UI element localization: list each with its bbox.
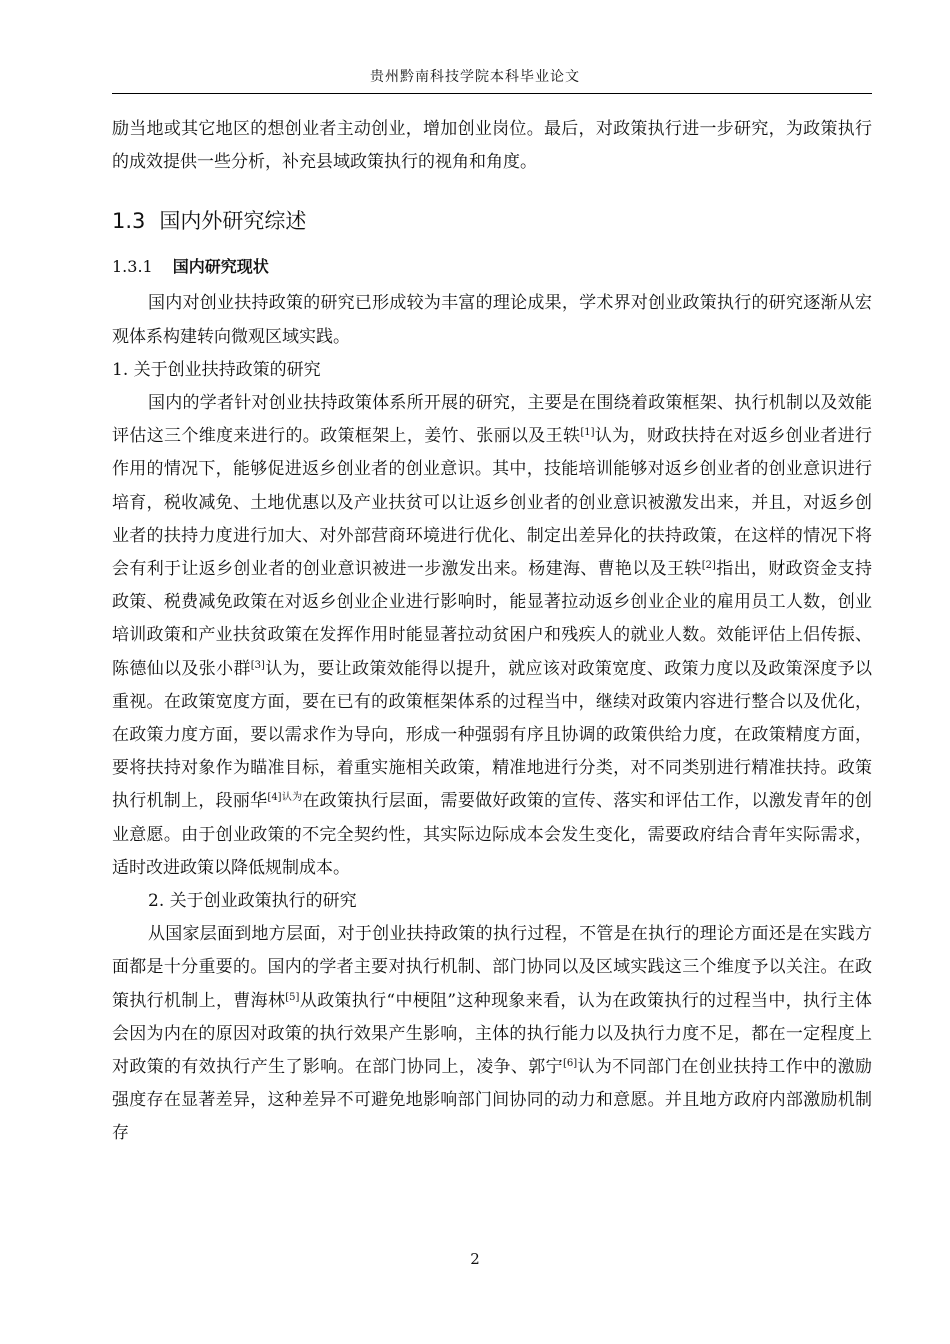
section-heading <box>112 201 872 241</box>
subsection-number: 1.3.1 <box>112 257 153 277</box>
citation-ref[interactable]: [6] <box>562 1058 578 1070</box>
text-segment: 在政策执行层面，需要做好政策的宣传、落实和评估工作，以激发青年的创业意愿。由于创业政策的不完全契约性，其实际边际成本会发生变化，需要政府结合青年实际需求，适时改进政策以降低规制成本。 <box>112 791 873 878</box>
citation-ref[interactable]: [2] <box>701 560 716 572</box>
paragraph-execution-research <box>112 918 872 1150</box>
paragraph-overview: 国内对创业扶持政策的研究已形成较为丰富的理论成果，学术界对创业政策执行的研究逐渐从宏观体系构建转向微观区域实践。 <box>112 293 872 347</box>
page-header: 贵州黔南科技学院本科毕业论文 <box>370 69 580 85</box>
text-segment: 认为不同部门在创业扶持工作中的激励强度存在显著差异，这种差异不可避免地影响部门间协同的动力和意愿。并且地方政府内部激励机制存 <box>112 1057 873 1144</box>
text-segment: 认为，财政扶持在对返乡创业者进行作用的情况下，能够促进返乡创业者的创业意识。其中，技能培训能够对返乡创业者的创业意识进行培育，税收减免、土地优惠以及产业扶贫可以让返乡创业者的创业意识被激发出来，并且，对返乡创业者的扶持力度进行加大、对外部营商环境进行优化、制定出差异化的扶持政策，在这样的情况下将会有利于让返乡创业者的创业意识被进一步激发出来。杨建海、曹艳以及王轶 <box>112 426 873 580</box>
section-title: 国内外研究综述 <box>159 209 307 234</box>
text-segment: 从国家层面到地方层面，对于创业扶持政策的执行过程，不管是在执行的理论方面还是在实践方面都是十分重要的。国内的学者主要对执行机制、部门协同以及区域实践这三个维度予以关注。在政策执行机制上，曹海林 <box>112 924 872 1011</box>
subsection-title: 国内研究现状 <box>172 257 269 277</box>
text-segment: 国内的学者针对创业扶持政策体系所开展的研究，主要是在围绕着政策框架、执行机制以及效能评估这三个维度来进行的。政策框架上，姜竹、张丽以及王轶 <box>112 393 872 447</box>
page-body <box>112 113 872 1151</box>
citation-ref[interactable]: [4]认为 <box>267 792 303 804</box>
section-number: 1.3 <box>112 209 146 234</box>
text-segment: 指出，财政资金支持政策、税费减免政策在对返乡创业企业进行影响时，能显著拉动返乡创业企业的雇用员工人数，创业培训政策和产业扶贫政策在发挥作用时能显著拉动贫困户和残疾人的就业人数。效能评估上侣传振、陈德仙以及张小群 <box>112 559 873 679</box>
paragraph-intro-continuation: 励当地或其它地区的想创业者主动创业，增加创业岗位。最后，对政策执行进一步研究，为政策执行的成效提供一些分析，补充县域政策执行的视角和角度。 <box>112 119 872 173</box>
citation-ref[interactable]: [5] <box>285 991 300 1003</box>
citation-ref[interactable]: [3] <box>250 659 265 671</box>
list-item-2: 2. 关于创业政策执行的研究 <box>148 891 357 912</box>
text-segment: 从政策执行“中梗阻”这种现象来看，认为在政策执行的过程当中，执行主体会因为内在的原因对政策的执行效果产生影响，主体的执行能力以及执行力度不足，都在一定程度上对政策的有效执行产生了影响。在部门协同上，凌争、郭宁 <box>112 990 872 1078</box>
paragraph-policy-research <box>112 387 872 885</box>
page-number: 2 <box>470 1250 480 1268</box>
subsection-heading <box>112 247 872 287</box>
text-segment: 认为，要让政策效能得以提升，就应该对政策宽度、政策力度以及政策深度予以重视。在政策宽度方面，要在已有的政策框架体系的过程当中，继续对政策内容进行整合以及优化，在政策力度方面，要以需求作为导向，形成一种强弱有序且协调的政策供给力度，在政策精度方面，要将扶持对象作为瞄准目标，着重实施相关政策，精准地进行分类，对不同类别进行精准扶持。政策执行机制上，段丽华 <box>112 658 873 812</box>
citation-ref[interactable]: [1] <box>580 427 595 439</box>
header-rule <box>112 93 872 94</box>
list-item-1: 1. 关于创业扶持政策的研究 <box>112 359 321 380</box>
